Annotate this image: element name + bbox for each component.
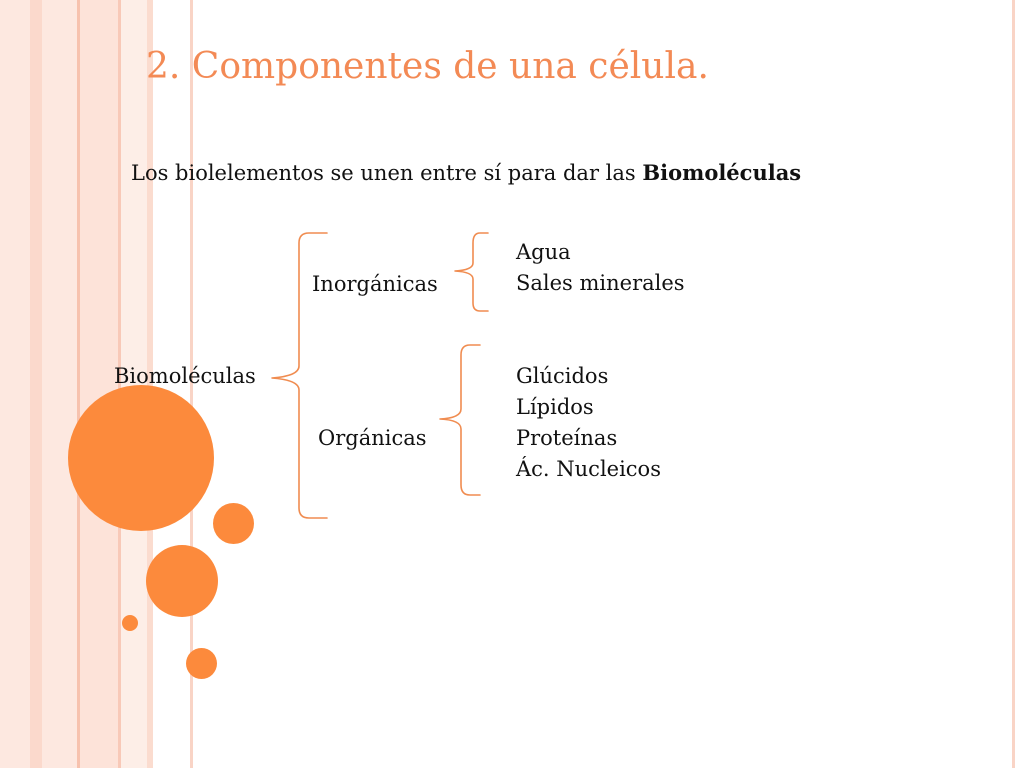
- organic-label: Orgánicas: [318, 426, 427, 450]
- list-item: Lípidos: [516, 395, 594, 419]
- list-item: Glúcidos: [516, 364, 609, 388]
- slide-title: 2. Componentes de una célula.: [146, 46, 709, 87]
- inorganic-list: [516, 237, 685, 299]
- intro-text: Los biolelementos se unen entre sí para dar las: [131, 161, 643, 185]
- inorganic-brace: [455, 233, 488, 311]
- list-item: Sales minerales: [516, 271, 685, 295]
- inorganic-label: Inorgánicas: [312, 272, 438, 296]
- list-item: Proteínas: [516, 426, 618, 450]
- organic-list: [516, 361, 661, 485]
- organic-brace: [440, 345, 480, 495]
- list-item: Agua: [516, 240, 571, 264]
- root-label: Biomoléculas: [114, 364, 256, 388]
- list-item: Ác. Nucleicos: [516, 457, 661, 481]
- intro-bold-term: Biomoléculas: [642, 160, 802, 185]
